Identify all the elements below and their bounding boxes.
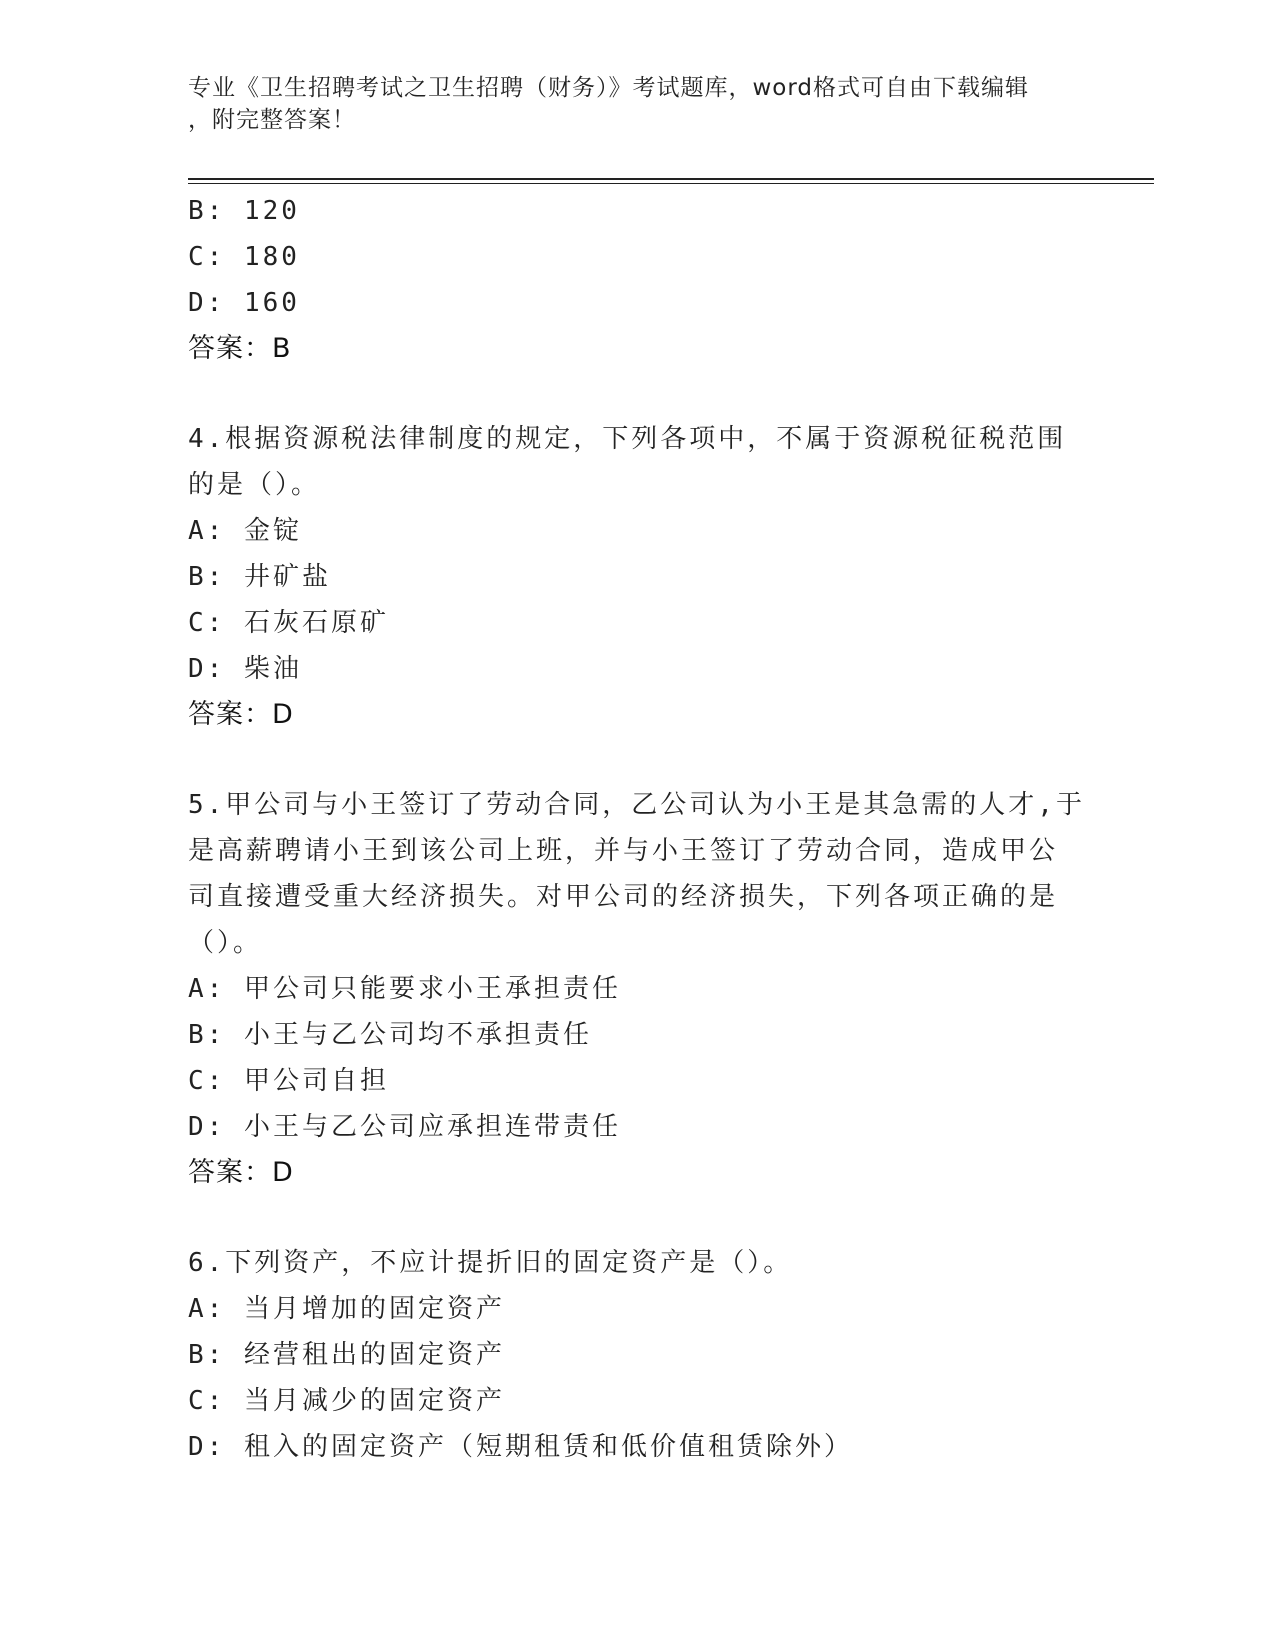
question-list — [188, 188, 1088, 1470]
option-a: A: 当月增加的固定资产 — [188, 1294, 505, 1324]
option-d: D: 小王与乙公司应承担连带责任 — [188, 1112, 621, 1142]
option-b: B: 经营租出的固定资产 — [188, 1340, 505, 1370]
header-rule-thick — [188, 178, 1154, 180]
question-5 — [188, 782, 1088, 1196]
option-b: B: 120 — [188, 196, 300, 226]
document-header — [188, 72, 1068, 136]
option-c: C: 石灰石原矿 — [188, 608, 389, 638]
question-6 — [188, 1240, 1088, 1470]
answer: 答案：D — [188, 1157, 294, 1188]
answer: 答案：D — [188, 699, 294, 730]
question-text-line: 司直接遭受重大经济损失。对甲公司的经济损失，下列各项正确的是 — [188, 882, 1059, 912]
question-text-line: 6.下列资产，不应计提折旧的固定资产是（）。 — [188, 1248, 793, 1278]
option-d: D: 柴油 — [188, 654, 302, 684]
option-d: D: 租入的固定资产（短期租赁和低价值租赁除外） — [188, 1432, 853, 1462]
question-4 — [188, 416, 1088, 738]
option-c: C: 当月减少的固定资产 — [188, 1386, 505, 1416]
spacer — [188, 372, 1088, 416]
question-text-line: （）。 — [188, 928, 263, 958]
header-line-1: 专业《卫生招聘考试之卫生招聘（财务）》考试题库，word格式可自由下载编辑 — [188, 75, 1030, 101]
option-b: B: 井矿盐 — [188, 562, 331, 592]
option-a: A: 金锭 — [188, 516, 302, 546]
option-a: A: 甲公司只能要求小王承担责任 — [188, 974, 621, 1004]
question-3 — [188, 188, 1088, 372]
spacer — [188, 738, 1088, 782]
option-c: C: 180 — [188, 242, 300, 272]
header-line-2: ，附完整答案！ — [188, 107, 356, 133]
question-text-line: 5.甲公司与小王签订了劳动合同，乙公司认为小王是其急需的人才,于 — [188, 790, 1085, 820]
option-c: C: 甲公司自担 — [188, 1066, 389, 1096]
question-text-line: 的是（）。 — [188, 470, 321, 500]
header-rule-thin — [188, 183, 1154, 184]
question-text-line: 4.根据资源税法律制度的规定，下列各项中，不属于资源税征税范围 — [188, 424, 1067, 454]
spacer — [188, 1196, 1088, 1240]
option-d: D: 160 — [188, 288, 300, 318]
option-b: B: 小王与乙公司均不承担责任 — [188, 1020, 592, 1050]
question-text-line: 是高薪聘请小王到该公司上班，并与小王签订了劳动合同，造成甲公 — [188, 836, 1059, 866]
answer: 答案：B — [188, 333, 292, 364]
